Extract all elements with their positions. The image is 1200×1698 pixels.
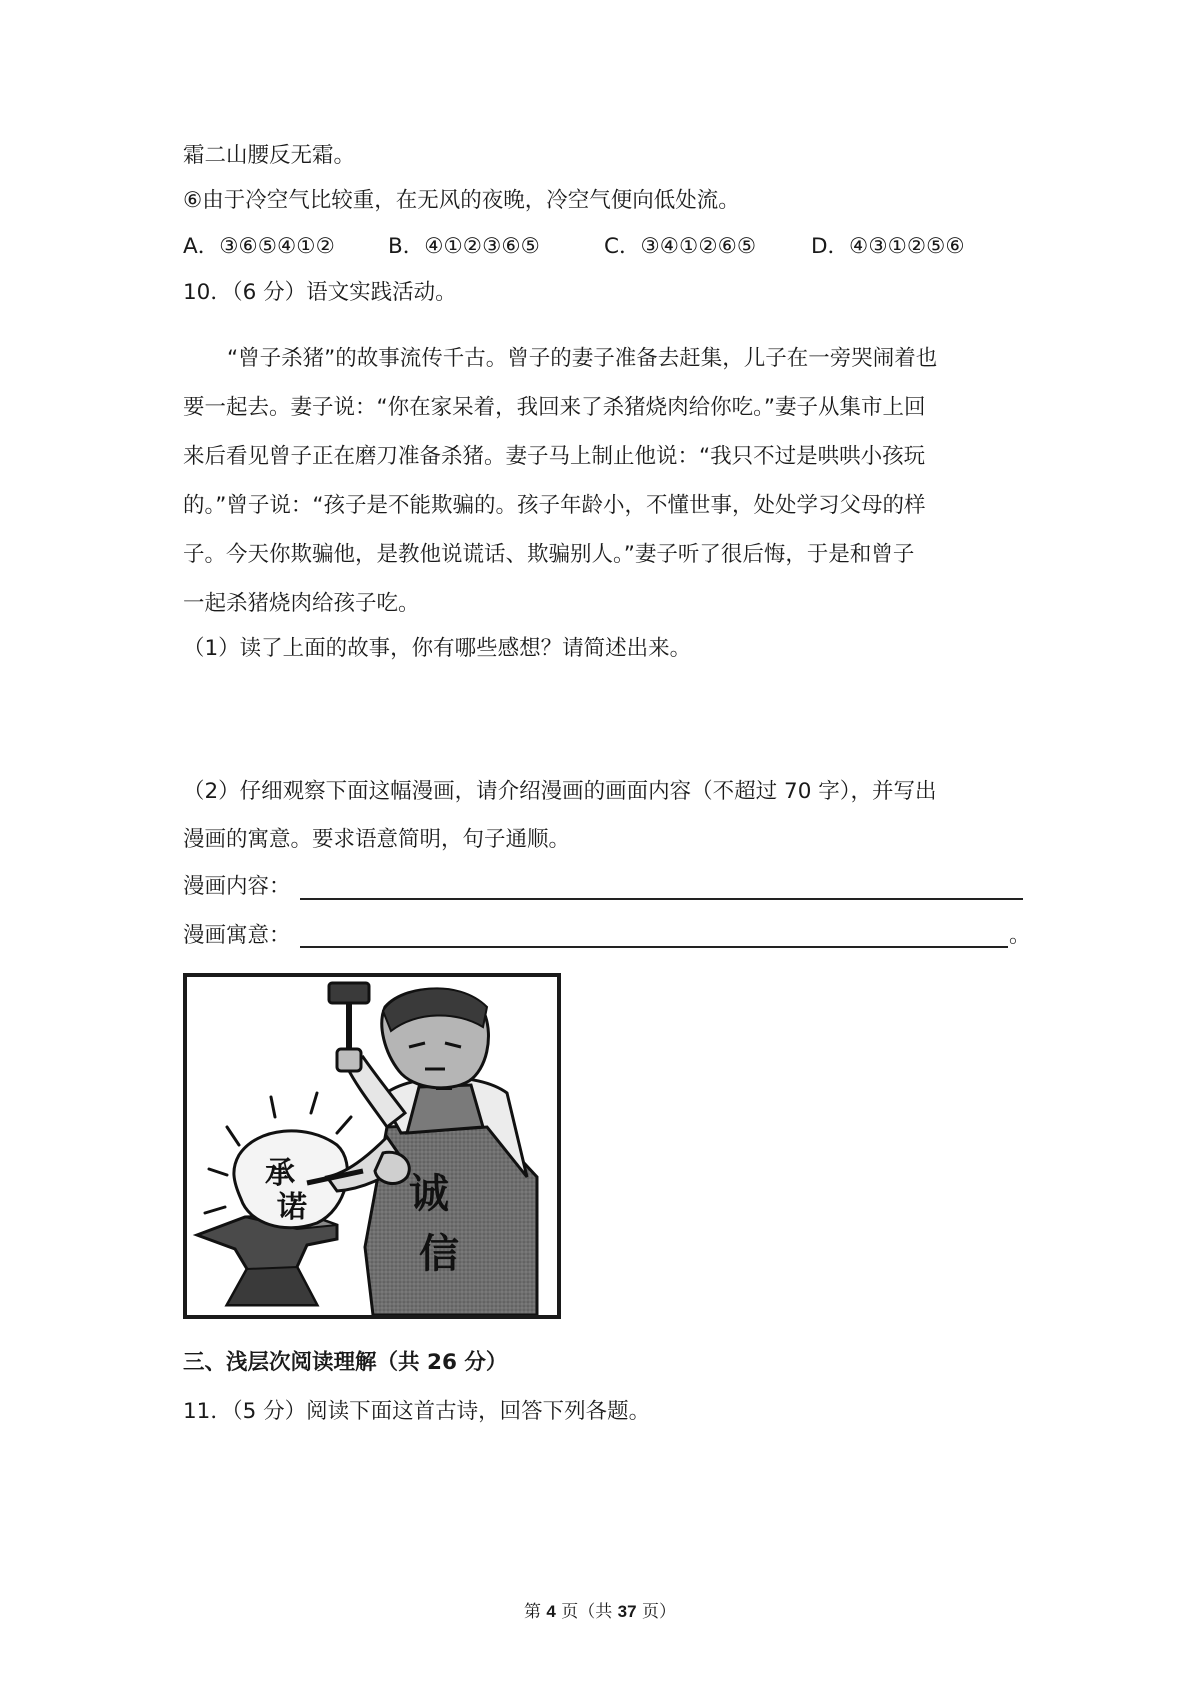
footer-total-pages: 37 xyxy=(617,1602,637,1621)
cartoon-content-label: 漫画内容： xyxy=(183,874,291,899)
anvil-icon xyxy=(197,1215,337,1305)
q10-header: 10．（6 分）语文实践活动。 xyxy=(183,280,457,305)
option-d[interactable]: D．④③①②⑤⑥ xyxy=(811,234,965,259)
cartoon-content-answer-line[interactable] xyxy=(300,898,1023,900)
option-b[interactable]: B．④①②③⑥⑤ xyxy=(388,234,540,259)
story-line: 要一起去。妻子说：“你在家呆着，我回来了杀猪烧肉给你吃。”妻子从集市上回 xyxy=(183,395,926,420)
q10-sub1: （1）读了上面的故事，你有哪些感想？请简述出来。 xyxy=(183,636,692,661)
page-footer xyxy=(0,1601,1200,1623)
promise-char-2: 诺 xyxy=(277,1190,307,1225)
cartoon-drawing xyxy=(187,977,557,1315)
cartoon-meaning-answer-line[interactable] xyxy=(300,946,1008,948)
option-c[interactable]: C．③④①②⑥⑤ xyxy=(604,234,757,259)
footer-suffix: 页） xyxy=(636,1602,676,1622)
apron-char-2: 信 xyxy=(419,1231,459,1277)
promise-char-1: 承 xyxy=(265,1156,295,1191)
q10-sub2-line1: （2）仔细观察下面这幅漫画，请介绍漫画的画面内容（不超过 70 字），并写出 xyxy=(183,779,937,804)
q9-statement-line: 霜二山腰反无霜。 xyxy=(183,143,356,168)
story-line: 的。”曾子说：“孩子是不能欺骗的。孩子年龄小，不懂世事，处处学习父母的样 xyxy=(183,493,926,518)
option-a[interactable]: A．③⑥⑤④①② xyxy=(183,234,335,259)
footer-middle: 页（共 xyxy=(555,1602,618,1622)
footer-prefix: 第 xyxy=(523,1602,547,1622)
q9-statement-6: ⑥由于冷空气比较重，在无风的夜晚，冷空气便向低处流。 xyxy=(183,188,740,213)
section-heading: 三、浅层次阅读理解（共 26 分） xyxy=(183,1350,508,1375)
story-line: “曾子杀猪”的故事流传千古。曾子的妻子准备去赶集，儿子在一旁哭闹着也 xyxy=(227,346,938,371)
story-line: 子。今天你欺骗他，是教他说谎话、欺骗别人。”妻子听了很后悔，于是和曾子 xyxy=(183,542,915,567)
integrity-cartoon xyxy=(183,973,561,1319)
apron-char-1: 诚 xyxy=(409,1171,449,1217)
footer-page-number: 4 xyxy=(546,1602,556,1621)
q10-sub2-line2: 漫画的寓意。要求语意简明，句子通顺。 xyxy=(183,827,571,852)
story-line: 来后看见曾子正在磨刀准备杀猪。妻子马上制止他说：“我只不过是哄哄小孩玩 xyxy=(183,444,926,469)
q11-header: 11．（5 分）阅读下面这首古诗，回答下列各题。 xyxy=(183,1399,651,1424)
cartoon-meaning-label: 漫画寓意： xyxy=(183,923,291,948)
story-line: 一起杀猪烧肉给孩子吃。 xyxy=(183,591,420,616)
cartoon-meaning-end-mark: 。 xyxy=(1009,923,1031,948)
q9-options xyxy=(183,231,1023,263)
